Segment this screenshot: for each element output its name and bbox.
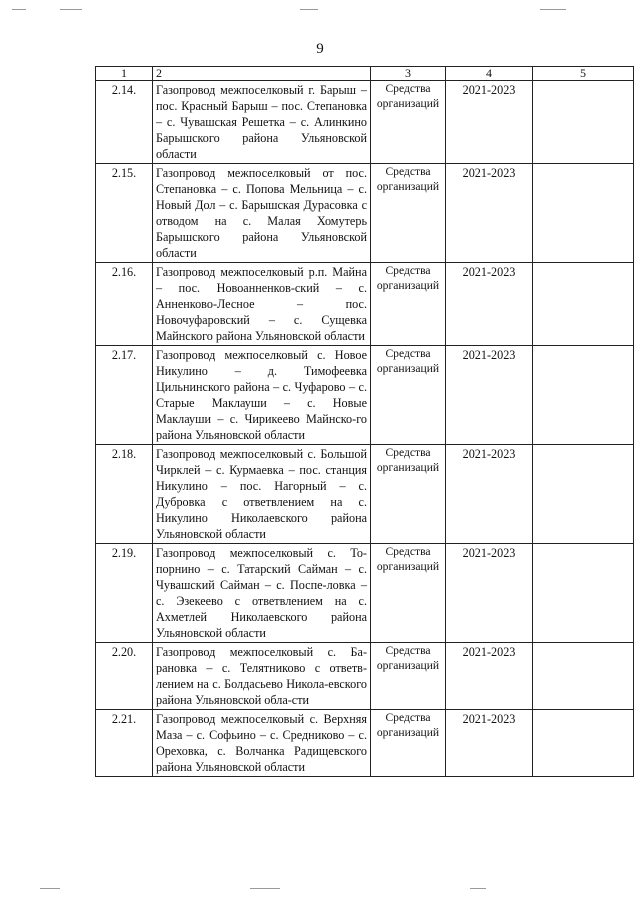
implementation-period: 2021-2023 [446, 81, 533, 164]
row-number: 2.21. [96, 710, 153, 777]
object-name: Газопровод межпоселковый р.п. Майна – пос. Новоанненков-ский – с. Анненково-Лесное – пос. Новочуфаровский – с. Сущевка Майнского района Ульяновской области [153, 263, 371, 346]
row-number: 2.19. [96, 544, 153, 643]
note-cell [533, 544, 634, 643]
funding-source: Средства организаций [371, 346, 446, 445]
row-number: 2.16. [96, 263, 153, 346]
table-row [96, 445, 634, 544]
column-number-row [96, 67, 634, 81]
implementation-period: 2021-2023 [446, 643, 533, 710]
object-name: Газопровод межпоселковый с. Ба-рановка – с. Телятниково с ответв-лением на с. Болдасьево Никола-евского района Ульяновской обла-сти [153, 643, 371, 710]
note-cell [533, 346, 634, 445]
table-row [96, 263, 634, 346]
scan-speck [540, 9, 566, 10]
funding-source: Средства организаций [371, 643, 446, 710]
row-number: 2.14. [96, 81, 153, 164]
column-number-5: 5 [533, 67, 634, 81]
table-body [96, 67, 634, 777]
column-number-1: 1 [96, 67, 153, 81]
funding-source: Средства организаций [371, 544, 446, 643]
note-cell [533, 164, 634, 263]
table-row [96, 164, 634, 263]
table-row [96, 346, 634, 445]
object-name: Газопровод межпоселковый с. Новое Никулино – д. Тимофеевка Цильнинского района – с. Чуфарово – с. Старые Маклауши – с. Новые Маклауши – с. Чирикеево Майнско-го района Ульяновской области [153, 346, 371, 445]
scan-speck [300, 9, 318, 10]
object-name: Газопровод межпоселковый с. Верхняя Маза – с. Софьино – с. Средниково – с. Ореховка, с. Волчанка Радищевского района Ульяновской области [153, 710, 371, 777]
funding-source: Средства организаций [371, 81, 446, 164]
note-cell [533, 263, 634, 346]
object-name: Газопровод межпоселковый с. Большой Чирклей – с. Курмаевка – пос. станция Никулино – пос. Нагорный – с. Дубровка с ответвлением на с. Никулино Николаевского района Ульяновской области [153, 445, 371, 544]
row-number: 2.18. [96, 445, 153, 544]
funding-source: Средства организаций [371, 164, 446, 263]
implementation-period: 2021-2023 [446, 710, 533, 777]
column-number-3: 3 [371, 67, 446, 81]
table-row [96, 81, 634, 164]
scan-speck [60, 9, 82, 10]
table-row [96, 643, 634, 710]
funding-source: Средства организаций [371, 710, 446, 777]
object-name: Газопровод межпоселковый от пос. Степановка – с. Попова Мельница – с. Новый Дол – с. Барышская Дурасовка с отводом на с. Малая Хомутерь Барышского района Ульяновской области [153, 164, 371, 263]
scan-speck [40, 888, 60, 889]
funding-source: Средства организаций [371, 445, 446, 544]
scan-speck [250, 888, 280, 889]
object-name: Газопровод межпоселковый г. Барыш – пос. Красный Барыш – пос. Степановка – с. Чувашская Решетка – с. Алинкино Барышского района Ульяновской области [153, 81, 371, 164]
note-cell [533, 710, 634, 777]
note-cell [533, 81, 634, 164]
funding-source: Средства организаций [371, 263, 446, 346]
scan-speck [470, 888, 486, 889]
table-row [96, 710, 634, 777]
row-number: 2.20. [96, 643, 153, 710]
column-number-2: 2 [153, 67, 371, 81]
implementation-period: 2021-2023 [446, 263, 533, 346]
column-number-4: 4 [446, 67, 533, 81]
implementation-period: 2021-2023 [446, 544, 533, 643]
row-number: 2.15. [96, 164, 153, 263]
row-number: 2.17. [96, 346, 153, 445]
object-name: Газопровод межпоселковый с. То-порнино – с. Татарский Сайман – с. Чувашский Сайман – с. Поспе-ловка – с. Эзекеево с ответвлением на с. Ахметлей Николаевского района Ульяновской области [153, 544, 371, 643]
note-cell [533, 445, 634, 544]
table-row [96, 544, 634, 643]
note-cell [533, 643, 634, 710]
implementation-period: 2021-2023 [446, 164, 533, 263]
implementation-period: 2021-2023 [446, 445, 533, 544]
scan-speck [12, 9, 26, 10]
page-number: 9 [316, 41, 324, 57]
program-table [95, 66, 634, 777]
implementation-period: 2021-2023 [446, 346, 533, 445]
